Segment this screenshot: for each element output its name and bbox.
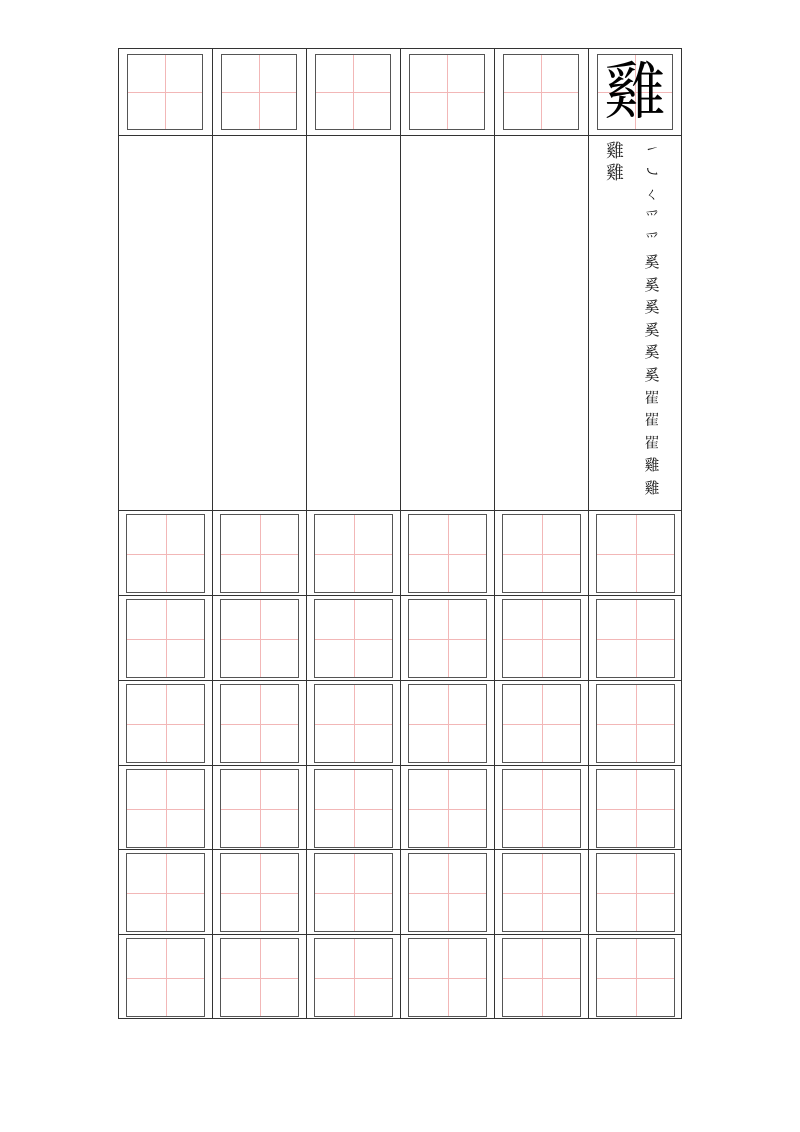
tianzi-grid-cell[interactable] [596,684,675,763]
tianzi-grid-cell[interactable] [220,514,299,593]
stroke-step: 奚 [644,298,660,317]
tianzi-grid-cell[interactable] [314,938,393,1017]
row-divider [119,934,681,935]
tianzi-grid-cell[interactable] [596,853,675,932]
stroke-step: 爫 [644,230,660,249]
stroke-step: 奚 [644,275,660,294]
tianzi-grid-cell[interactable] [596,769,675,848]
stroke-step: ㇃ [644,162,660,181]
model-character: 雞 [603,55,666,128]
tianzi-grid-cell[interactable] [314,684,393,763]
column-divider [212,49,213,1018]
tianzi-grid-cell[interactable] [220,599,299,678]
stroke-step: 奚 [644,252,660,271]
tianzi-grid-cell[interactable] [408,599,487,678]
tianzi-grid-cell[interactable] [502,769,581,848]
column-divider [494,49,495,1018]
tianzi-grid-cell[interactable] [408,514,487,593]
tianzi-grid-cell[interactable] [220,684,299,763]
stroke-step: 𨾴 [644,433,660,452]
character-variants [606,141,628,185]
stroke-order-sequence [640,138,664,500]
row-divider [119,510,681,511]
tianzi-grid-cell[interactable] [314,514,393,593]
tianzi-grid-cell[interactable] [315,54,391,130]
tianzi-grid-cell[interactable] [408,769,487,848]
tianzi-grid-cell[interactable] [220,938,299,1017]
tianzi-grid-cell[interactable] [220,769,299,848]
stroke-step: 雞 [644,456,660,475]
column-divider [400,49,401,1018]
tianzi-grid-cell[interactable] [221,54,297,130]
tianzi-grid-cell[interactable] [126,599,205,678]
stroke-step: ㇀ [644,140,660,158]
tianzi-grid-cell[interactable] [502,599,581,678]
row-divider [119,595,681,596]
stroke-step: 𨾴 [644,411,660,430]
stroke-step: ㄑ [644,185,660,204]
tianzi-grid-cell[interactable] [126,684,205,763]
tianzi-grid-cell[interactable] [314,769,393,848]
row-divider [119,849,681,850]
tianzi-grid-cell[interactable] [503,54,579,130]
tianzi-grid-cell[interactable] [409,54,485,130]
row-divider [119,135,681,136]
tianzi-grid-cell[interactable] [408,684,487,763]
tianzi-grid-cell[interactable] [502,853,581,932]
model-character-cell [597,54,673,130]
column-divider [306,49,307,1018]
tianzi-grid-cell[interactable] [126,853,205,932]
variant-glyph: 雞 [606,141,624,162]
variant-glyph: 雞 [606,163,624,184]
stroke-step: 奚 [644,365,660,384]
tianzi-grid-cell[interactable] [502,514,581,593]
tianzi-grid-cell[interactable] [408,853,487,932]
row-divider [119,680,681,681]
tianzi-grid-cell[interactable] [502,684,581,763]
row-divider [119,765,681,766]
tianzi-grid-cell[interactable] [314,599,393,678]
stroke-step: 爫 [644,207,660,226]
tianzi-grid-cell[interactable] [220,853,299,932]
stroke-step: 雞 [644,478,660,497]
tianzi-grid-cell[interactable] [126,769,205,848]
stroke-step: 奚 [644,343,660,362]
stroke-step: 奚 [644,320,660,339]
tianzi-grid-cell[interactable] [596,514,675,593]
tianzi-grid-cell[interactable] [596,599,675,678]
tianzi-grid-cell[interactable] [502,938,581,1017]
stroke-step: 𨾴 [644,388,660,407]
column-divider [588,49,589,1018]
tianzi-grid-cell[interactable] [127,54,203,130]
tianzi-grid-cell[interactable] [126,938,205,1017]
tianzi-grid-cell[interactable] [408,938,487,1017]
tianzi-grid-cell[interactable] [596,938,675,1017]
tianzi-grid-cell[interactable] [126,514,205,593]
tianzi-grid-cell[interactable] [314,853,393,932]
